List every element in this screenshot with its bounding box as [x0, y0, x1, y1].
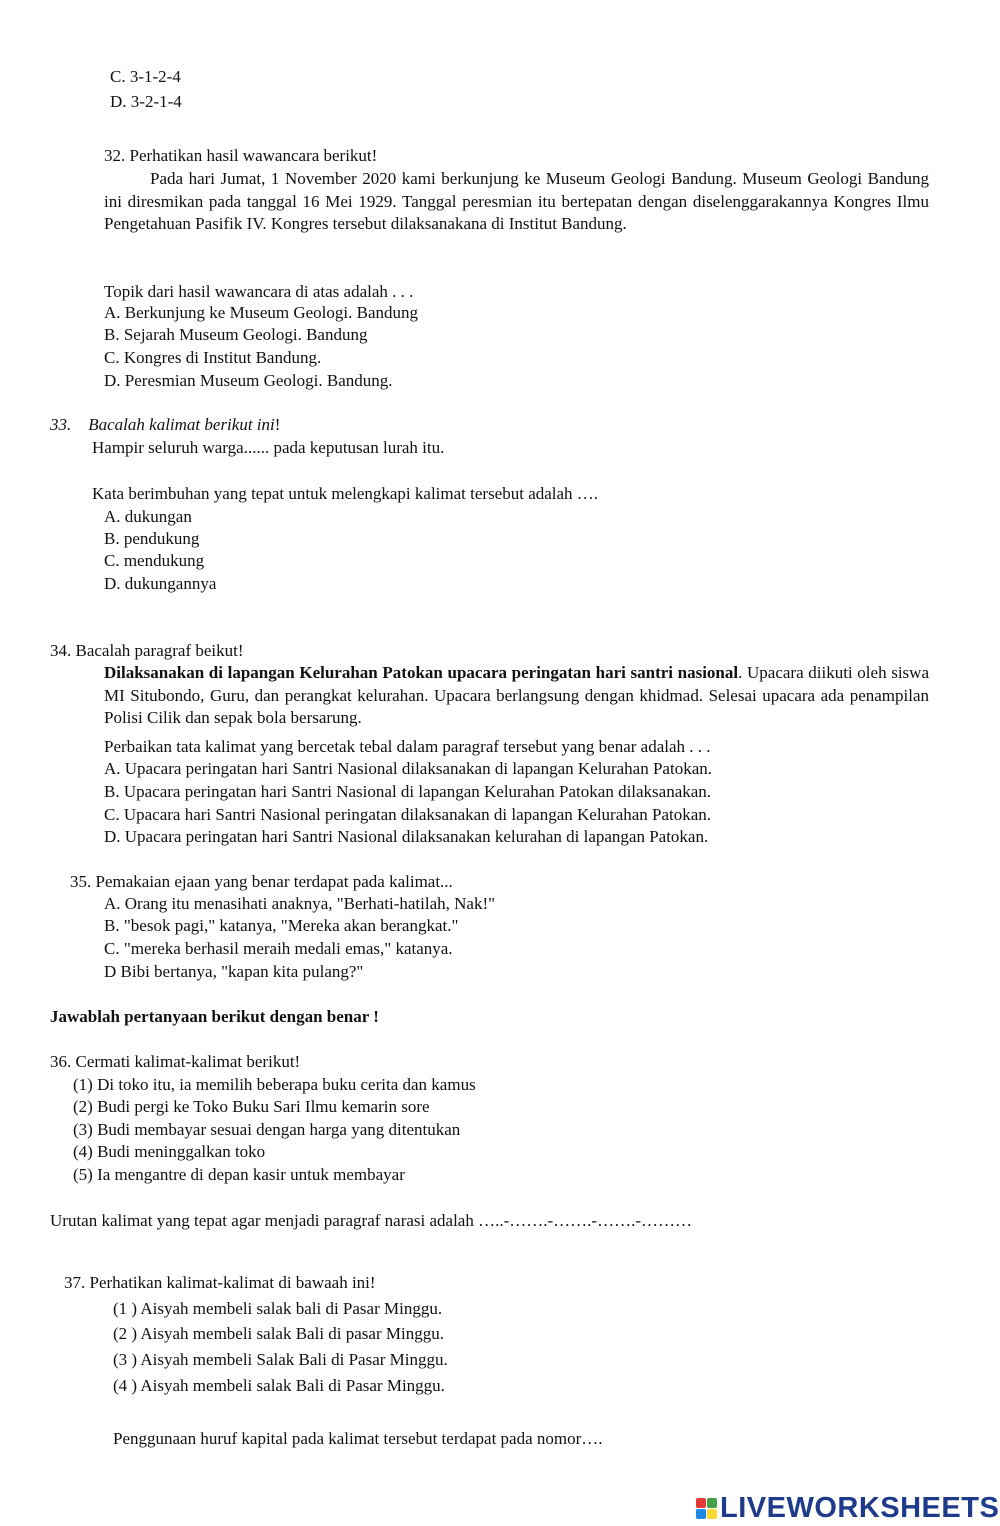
q34-paragraph: [104, 662, 929, 730]
q36-question: Urutan kalimat yang tepat agar menjadi paragraf narasi adalah …..-…….-…….-…….-………: [50, 1211, 692, 1230]
q32-option-d: D. Peresmian Museum Geologi. Bandung.: [104, 371, 393, 390]
q33-title-line: [50, 414, 280, 436]
q34-bold-text: Dilaksanakan di lapangan Kelurahan Patokan upacara peringatan hari santri nasional: [104, 663, 739, 682]
q36-item: (5) Ia mengantre di depan kasir untuk membayar: [73, 1165, 405, 1184]
liveworksheets-logo-text: LIVEWORKSHEETS: [720, 1491, 1000, 1524]
q31-option-c: C. 3-1-2-4: [110, 67, 181, 86]
liveworksheets-logo-icon: [696, 1498, 717, 1519]
q36-item: (3) Budi membayar sesuai dengan harga yang ditentukan: [73, 1120, 461, 1139]
q32-option-c: C. Kongres di Institut Bandung.: [104, 348, 322, 367]
q37-question: Penggunaan huruf kapital pada kalimat tersebut terdapat pada nomor….: [113, 1429, 603, 1448]
q32-paragraph: Pada hari Jumat, 1 November 2020 kami berkunjung ke Museum Geologi Bandung. Museum Geologi Bandung ini diresmikan pada tanggal 16 Mei 1929. Tanggal peresmian itu bertepatan dengan diselenggarakannya Kongres Ilmu Pengetahuan Pasifik IV. Kongres tersebut dilaksanakana di Institut Bandung.: [104, 169, 929, 233]
q31-option-d: D. 3-2-1-4: [110, 92, 182, 111]
q33-number: 33.: [50, 415, 72, 434]
q33-option-c: C. mendukung: [104, 551, 205, 570]
q34-option-b: B. Upacara peringatan hari Santri Nasional di lapangan Kelurahan Patokan dilaksanakan.: [104, 782, 712, 801]
q34-option-d: D. Upacara peringatan hari Santri Nasional dilaksanakan kelurahan di lapangan Patokan.: [104, 827, 709, 846]
q37-item: (4 ) Aisyah membeli salak Bali di Pasar Minggu.: [113, 1376, 445, 1395]
q37-title: 37. Perhatikan kalimat-kalimat di bawaah ini!: [64, 1273, 376, 1292]
q34-question: Perbaikan tata kalimat yang bercetak tebal dalam paragraf tersebut yang benar adalah . . .: [104, 737, 711, 756]
q33-option-d: D. dukungannya: [104, 574, 217, 593]
q36-item: (4) Budi meninggalkan toko: [73, 1142, 266, 1161]
q33-excl: !: [274, 415, 281, 434]
q34-option-c: C. Upacara hari Santri Nasional peringatan dilaksanakan di lapangan Kelurahan Patokan.: [104, 805, 712, 824]
logo-square-green: [707, 1498, 717, 1508]
q34-option-a: A. Upacara peringatan hari Santri Nasional dilaksanakan di lapangan Kelurahan Patokan.: [104, 759, 712, 778]
q33-sentence: Hampir seluruh warga...... pada keputusan lurah itu.: [92, 438, 445, 457]
q33-option-b: B. pendukung: [104, 529, 200, 548]
q37-item: (3 ) Aisyah membeli Salak Bali di Pasar Minggu.: [113, 1350, 448, 1369]
q35-option-c: C. "mereka berhasil meraih medali emas," katanya.: [104, 939, 453, 958]
q36-item: (2) Budi pergi ke Toko Buku Sari Ilmu kemarin sore: [73, 1097, 430, 1116]
q32-option-b: B. Sejarah Museum Geologi. Bandung: [104, 325, 368, 344]
q32-question: Topik dari hasil wawancara di atas adalah . . .: [104, 282, 414, 301]
q34-rest-text: . Upacara diikuti oleh siswa MI Situbondo, Guru, dan perangkat kelurahan. Upacara berlangsung dengan khidmad. Selesai upacara ada penampilan Polisi Cilik dan sepak bola bersarung.: [104, 663, 929, 727]
logo-square-red: [696, 1498, 706, 1508]
q37-item: (2 ) Aisyah membeli salak Bali di pasar Minggu.: [113, 1324, 444, 1343]
logo-square-blue: [696, 1509, 706, 1519]
q34-title: 34. Bacalah paragraf beikut!: [50, 641, 244, 660]
liveworksheets-logo: [696, 1490, 999, 1526]
q37-item: (1 ) Aisyah membeli salak bali di Pasar Minggu.: [113, 1299, 443, 1318]
section-heading: Jawablah pertanyaan berikut dengan benar !: [50, 1007, 379, 1026]
logo-square-yellow: [707, 1509, 717, 1519]
q33-option-a: A. dukungan: [104, 507, 192, 526]
q35-option-d: D Bibi bertanya, "kapan kita pulang?": [104, 962, 364, 981]
q35-title: 35. Pemakaian ejaan yang benar terdapat pada kalimat...: [70, 872, 453, 891]
q32-title: 32. Perhatikan hasil wawancara berikut!: [104, 146, 378, 165]
q33-title: Bacalah kalimat berikut ini: [88, 415, 275, 434]
q36-item: (1) Di toko itu, ia memilih beberapa buku cerita dan kamus: [73, 1075, 476, 1094]
q36-title: 36. Cermati kalimat-kalimat berikut!: [50, 1052, 301, 1071]
q35-option-b: B. "besok pagi," katanya, "Mereka akan berangkat.": [104, 916, 459, 935]
q35-option-a: A. Orang itu menasihati anaknya, "Berhati-hatilah, Nak!": [104, 894, 496, 913]
q33-question: Kata berimbuhan yang tepat untuk melengkapi kalimat tersebut adalah ….: [92, 484, 599, 503]
q32-option-a: A. Berkunjung ke Museum Geologi. Bandung: [104, 303, 418, 322]
